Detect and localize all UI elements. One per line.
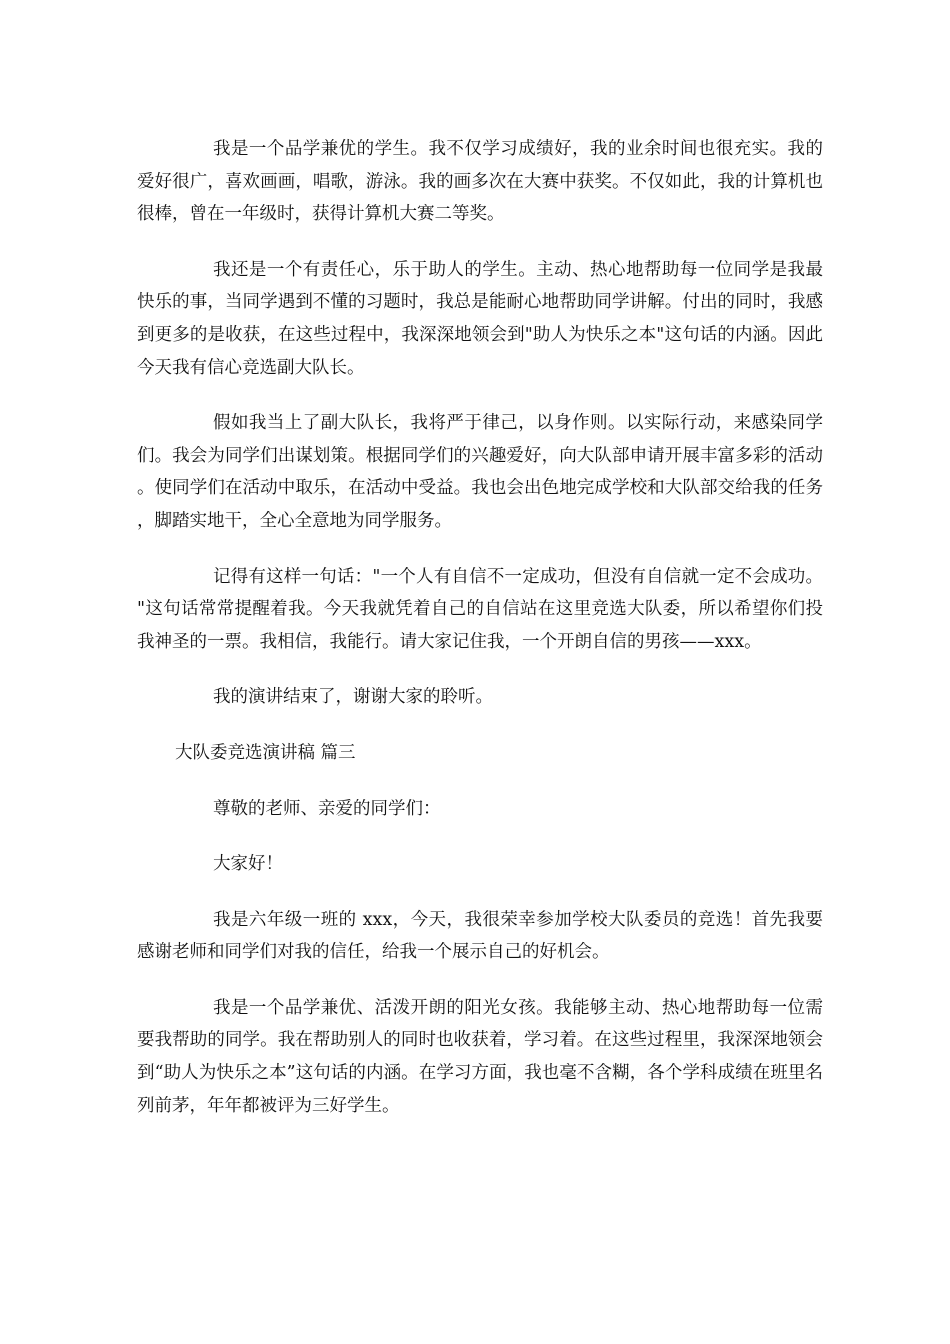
- paragraph-self-description: 我是一个品学兼优、活泼开朗的阳光女孩。我能够主动、热心地帮助每一位需要我帮助的同学。我在帮助别人的同时也收获着，学习着。在这些过程里，我深深地领会到“助人为快乐之本”这句话的内涵。在学习方面，我也毫不含糊，各个学科成绩在班里名列前茅，年年都被评为三好学生。: [137, 997, 823, 1116]
- paragraph-promise: 假如我当上了副大队长，我将严于律己，以身作则。以实际行动，来感染同学们。我会为同学们出谋划策。根据同学们的兴趣爱好，向大队部申请开展丰富多彩的活动。使同学们在活动中取乐，在活动中受益。我也会出色地完成学校和大队部交给我的任务，脚踏实地干，全心全意地为同学服务。: [137, 413, 823, 531]
- paragraph-hobbies: 我是一个品学兼优的学生。我不仅学习成绩好，我的业余时间也很充实。我的爱好很广，喜欢画画，唱歌，游泳。我的画多次在大赛中获奖。不仅如此，我的计算机也很棒，曾在一年级时，获得计算机大赛二等奖。: [137, 139, 823, 225]
- section-heading: 大队委竞选演讲稿 篇三: [175, 742, 356, 763]
- paragraph-confidence: 记得有这样一句话："一个人有自信不一定成功，但没有自信就一定不会成功。"这句话常常提醒着我。今天我就凭着自己的自信站在这里竞选大队委，所以希望你们投我神圣的一票。我相信，我能行。请大家记住我，一个开朗自信的男孩——xxx。: [137, 566, 823, 652]
- paragraph-responsibility: 我还是一个有责任心，乐于助人的学生。主动、热心地帮助每一位同学是我最快乐的事，当同学遇到不懂的习题时，我总是能耐心地帮助同学讲解。付出的同时，我感到更多的是收获，在这些过程中，我深深地领会到"助人为快乐之本"这句话的内涵。因此今天我有信心竞选副大队长。: [137, 259, 823, 378]
- paragraph-closing: 我的演讲结束了，谢谢大家的聆听。: [213, 687, 493, 708]
- document-body: [137, 133, 823, 1145]
- paragraph-introduction: 我是六年级一班的 xxx，今天，我很荣幸参加学校大队委员的竞选！首先我要感谢老师和同学们对我的信任，给我一个展示自己的好机会。: [137, 909, 823, 963]
- paragraph-salutation: 尊敬的老师、亲爱的同学们：: [213, 798, 441, 819]
- paragraph-greeting: 大家好！: [213, 854, 283, 875]
